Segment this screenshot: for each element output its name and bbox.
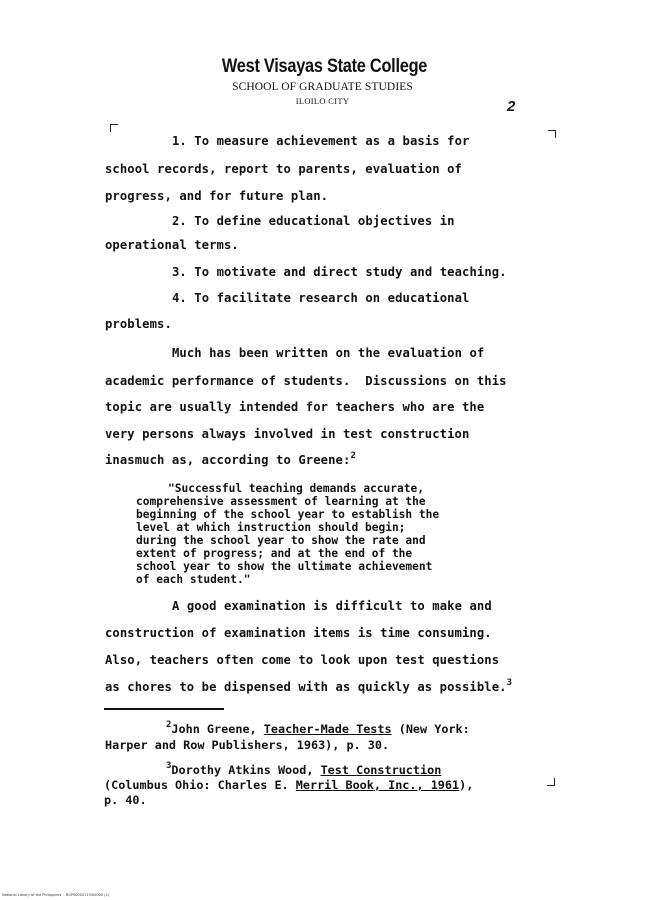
school-name: SCHOOL OF GRADUATE STUDIES: [232, 81, 413, 93]
para-2-line-3: Also, teachers often come to look upon test questions: [105, 653, 500, 667]
quote-line-8: of each student.": [136, 573, 251, 586]
corner-mark-top-left: [110, 124, 118, 132]
footnote-ref-3: 3: [506, 678, 513, 688]
para-2-line-2: construction of examination items is time consuming.: [105, 626, 492, 640]
quote-line-6: extent of progress; and at the end of the: [136, 547, 413, 560]
quote-line-3: beginning of the school year to establish the: [136, 508, 440, 521]
para-1-line-4: very persons always involved in test construction: [105, 427, 470, 441]
footnote-2-line-2: Harper and Row Publishers, 1963), p. 30.: [105, 738, 390, 752]
item-4-line-2: problems.: [105, 317, 172, 331]
para-1-line-3: topic are usually intended for teachers who are the: [105, 400, 485, 414]
item-3-line-1: 3. To motivate and direct study and teaching.: [172, 265, 507, 279]
archive-footer: National Library of the Philippines RGP00000113/00000 (2): [2, 893, 110, 897]
para-1-line-1: Much has been written on the evaluation of: [172, 346, 485, 360]
item-4-line-1: 4. To facilitate research on educational: [172, 291, 470, 305]
footnote-3-line-1: $^3$Dorothy Atkins Wood, Test Construction: [166, 761, 442, 777]
quote-line-4: level at which instruction should begin;: [136, 521, 406, 534]
footnote-2-title: Teacher-Made Tests: [263, 722, 392, 736]
para-2-line-1: A good examination is difficult to make and: [172, 599, 492, 613]
city-name: ILOILO CITY: [295, 96, 350, 106]
footnote-3-marker: 3: [166, 761, 172, 771]
quote-line-2: comprehensive assessment of learning at the: [136, 495, 426, 508]
para-2-line-4: as chores to be dispensed with as quickly as possible.$^3$: [105, 678, 513, 694]
footnote-3-line-3: p. 40.: [104, 793, 147, 807]
footnote-rule: [104, 708, 224, 710]
footnote-2-line-1: $^2$John Greene, Teacher-Made Tests (New York:: [166, 720, 470, 736]
quote-line-1: "Successful teaching demands accurate,: [168, 482, 424, 495]
corner-mark-top-right: [548, 130, 556, 138]
item-2-line-1: 2. To define educational objectives in: [172, 214, 455, 228]
quote-line-7: school year to show the ultimate achievement: [136, 560, 433, 573]
item-1-line-3: progress, and for future plan.: [105, 189, 329, 203]
footnote-2-marker: 2: [166, 720, 172, 730]
item-1-line-2: school records, report to parents, evaluation of: [105, 162, 462, 176]
footnote-3-title: Test Construction: [320, 763, 442, 777]
corner-mark-bottom-right: [547, 778, 555, 786]
para-1-line-2: academic performance of students. Discussions on this: [105, 374, 507, 388]
para-1-line-5: inasmuch as, according to Greene:$^2$: [105, 451, 356, 467]
page-number: 2: [507, 98, 516, 115]
quote-line-5: during the school year to show the rate and: [136, 534, 426, 547]
footnote-ref-2: 2: [350, 451, 356, 461]
item-2-line-2: operational terms.: [105, 238, 239, 252]
item-1-line-1: 1. To measure achievement as a basis for: [172, 134, 470, 148]
college-name: West Visayas State College: [221, 56, 428, 77]
footnote-3-line-2: (Columbus Ohio: Charles E. Merril Book, Inc., 1961),: [104, 778, 474, 792]
